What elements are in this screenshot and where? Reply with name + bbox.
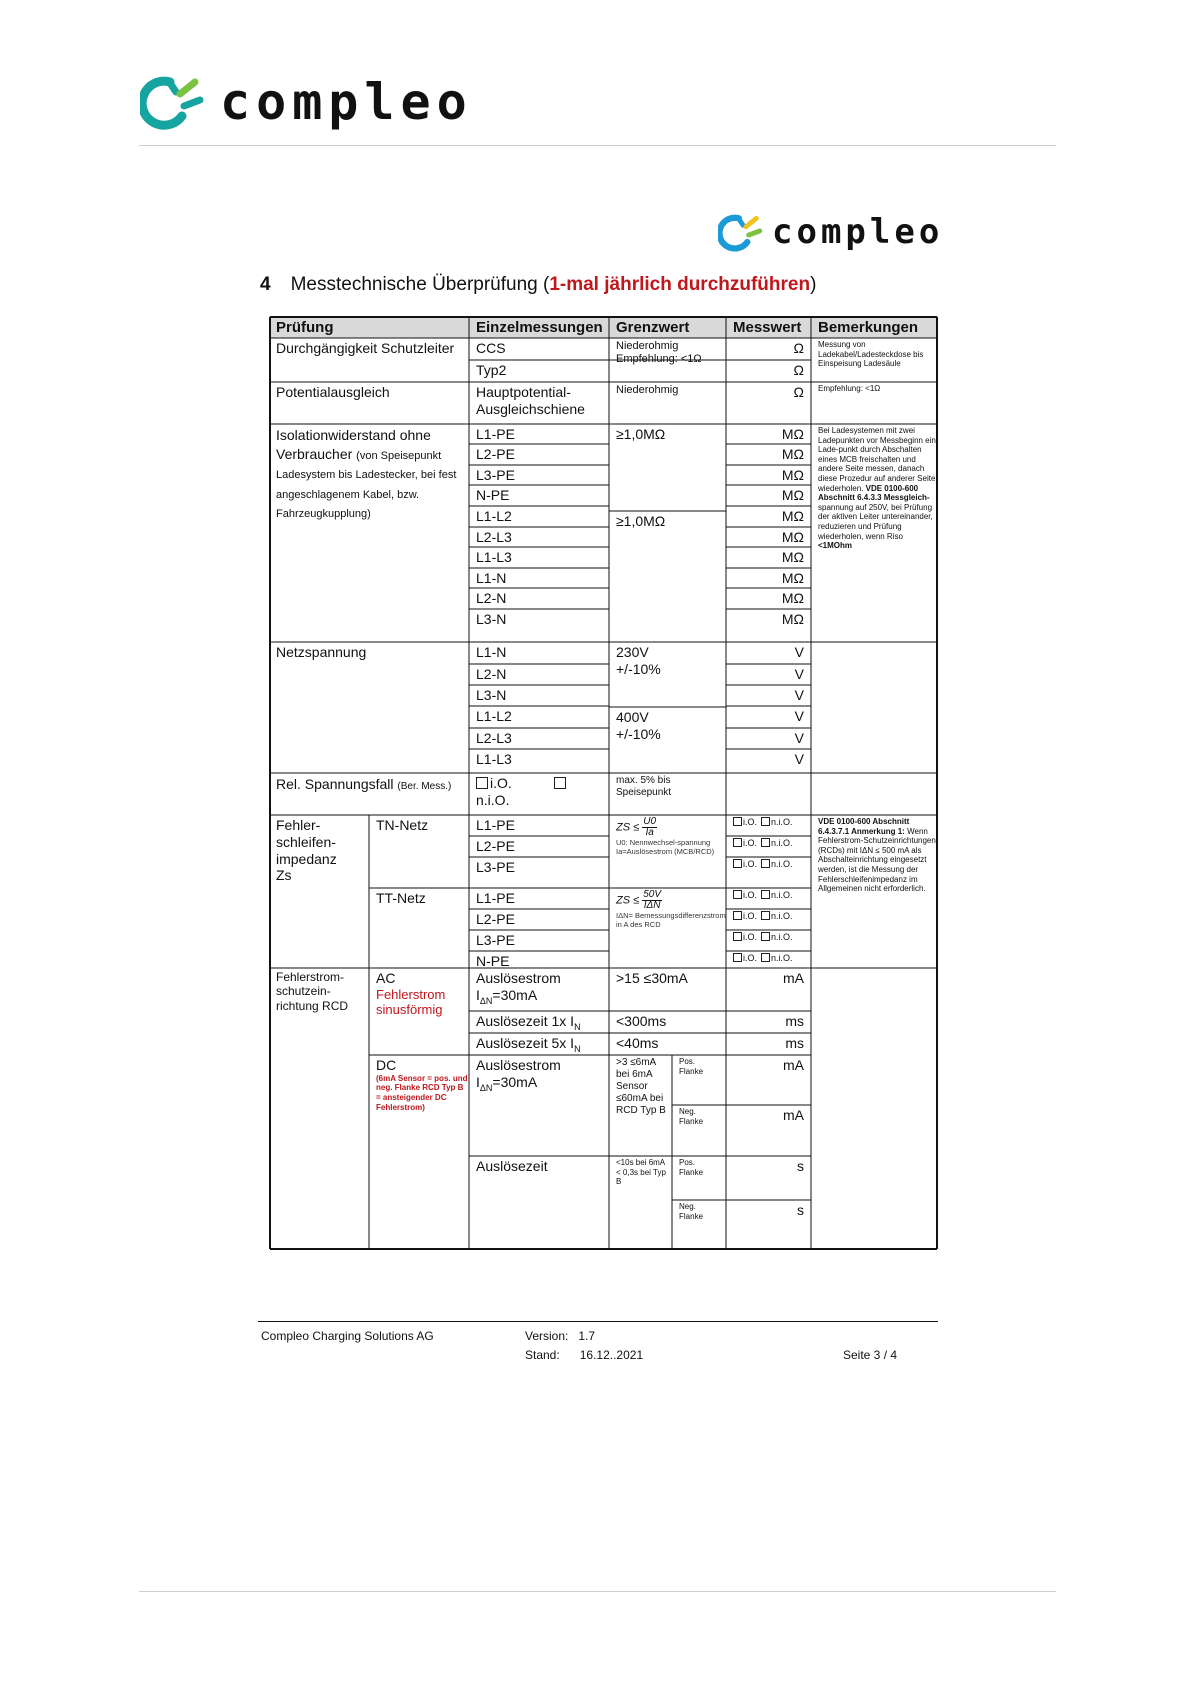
netz-row-l2-n: L2-N — [476, 666, 507, 682]
remark-iso-end: <1MOhm — [818, 541, 853, 551]
footer-version-value: 1.7 — [578, 1329, 596, 1343]
footer-version: Version: 1.7 — [525, 1329, 596, 1343]
formula-tn: ZS ≤ $\frac{U0}{Ia}$ — [616, 816, 657, 838]
checkbox-io[interactable]: i.O. — [733, 932, 757, 942]
checkbox-nio[interactable]: n.i.O. — [761, 838, 793, 848]
iso-row-l1-l3: L1-L3 — [476, 549, 512, 565]
iso-row-l2-n: L2-N — [476, 590, 507, 606]
pruefung-potentialausgleich: Potentialausgleich — [276, 384, 390, 400]
tt-row-l1-pe: L1-PE — [476, 890, 515, 906]
loop-check-4 — [726, 888, 811, 908]
iso-paren: (von Speisepunkt — [356, 450, 442, 463]
grenzwert-netz-1: 230V +/-10% — [616, 644, 661, 677]
iso-mess-l2-pe[interactable]: MΩ — [781, 446, 804, 462]
checkbox-io[interactable]: i.O. — [733, 953, 757, 963]
remark-durchgaengigkeit: Messung von Ladekabel/Ladesteckdose bis Einspeisung Ladesäule — [818, 340, 924, 369]
rcd-dc-note: (6mA Sensor = pos. und neg. Flanke RCD Typ B = ansteigender DC Fehlerstrom) — [376, 1073, 468, 1112]
einzel-spannungsfall — [469, 773, 609, 815]
checkbox-nio[interactable]: n.i.O. — [761, 932, 793, 942]
fraction-tn: $\frac{U0}{Ia}$ — [643, 816, 657, 838]
fraction-tt: $\frac{50V}{\text{IΔN}}$ — [643, 889, 662, 911]
tn-row-l1-pe: L1-PE — [476, 817, 515, 833]
rcd-ac-zeit1: Auslösezeit 1x $I_N$ — [476, 1013, 581, 1032]
iso-row-l1-n: L1-N — [476, 570, 507, 586]
checkbox-nio[interactable]: n.i.O. — [761, 911, 793, 921]
messwert-typ2[interactable]: Ω — [793, 362, 804, 378]
compleo-logo-icon — [140, 70, 206, 136]
remark-iso-bold: VDE 0100-600 Abschnitt 6.4.3.3 Messgleich- — [818, 483, 930, 503]
pruefung-fehlerschleife: Fehler- schleifen- impedanz Zs — [276, 817, 337, 884]
checkbox-io[interactable]: i.O. — [476, 775, 512, 791]
loop-check-2 — [726, 836, 811, 856]
iso-mess-n-pe[interactable]: MΩ — [781, 487, 804, 503]
grenzwert-tn — [609, 815, 726, 888]
checkbox-io[interactable]: i.O. — [733, 890, 757, 900]
einzel-typ2: Typ2 — [476, 362, 507, 378]
rcd-ac-zeit5-grenz: <40ms — [616, 1035, 659, 1051]
rcd-dc-zeit-grenz: <10s bei 6mA < 0,3s bei Typ B — [616, 1158, 666, 1187]
iso-rest: Ladesystem bis Ladestecker, bei fest angeschlagenem Kabel, bzw. Fahrzeugkupplung) — [276, 469, 457, 520]
rcd-dc — [369, 1055, 469, 1250]
rcd-dc-strom-mess-pos[interactable]: mA — [783, 1057, 804, 1073]
footer-rule — [258, 1321, 938, 1322]
netz-mess-l1-l3[interactable]: V — [794, 751, 804, 767]
netz-tt: TT-Netz — [376, 890, 426, 906]
einzel-hauptpotential: Hauptpotential-Ausgleichschiene — [476, 384, 585, 417]
rcd-ac — [369, 968, 469, 1055]
rcd-ac-zeit1-mess[interactable]: ms — [785, 1013, 804, 1029]
header-divider — [139, 145, 1056, 146]
netz-row-l1-l3: L1-L3 — [476, 751, 512, 767]
remark-iso — [811, 424, 938, 642]
netz-row-l1-n: L1-N — [476, 644, 507, 660]
messwert-pot[interactable]: Ω — [793, 384, 804, 400]
column-header-messwert: Messwert — [733, 319, 802, 336]
section-heading — [260, 274, 816, 296]
rcd-ac-strom: Auslösestrom $I_{\Delta N}=30mA$ — [476, 970, 561, 1006]
rcd-ac-strom-grenz: >15 ≤30mA — [616, 970, 688, 986]
iso-row-l2-l3: L2-L3 — [476, 529, 512, 545]
section-title: Messtechnische Überprüfung ( — [290, 274, 550, 295]
fall-main: Rel. Spannungsfall — [276, 776, 398, 792]
netz-tn: TN-Netz — [376, 817, 429, 833]
footer-stand-value: 16.12..2021 — [579, 1348, 644, 1362]
remark-loop-text: Wenn Fehlerstrom-Schutzeinrichtungen (RCDs) mit IΔN ≤ 500 mA als Abschalteinrichtung eingesetzt werden, ist die Messung der Fehlerschleifenimpedanz im Allgemeinen nicht erforderlich. — [818, 826, 936, 894]
checkbox-nio-box[interactable] — [554, 777, 566, 789]
remark-iso-text2: spannung auf 250V, bei Prüfung der aktiven Leiter untereinander, reduzieren und Prüfung wiederholen, wenn Riso — [818, 502, 933, 541]
netz-mess-l1-l2[interactable]: V — [794, 708, 804, 724]
loop-check-3 — [726, 857, 811, 877]
checkbox-nio[interactable]: n.i.O. — [761, 890, 793, 900]
iso-mess-l1-pe[interactable]: MΩ — [781, 426, 804, 442]
rcd-ac-zeit1-grenz: <300ms — [616, 1013, 667, 1029]
netz-mess-l2-l3[interactable]: V — [794, 730, 804, 746]
grenzwert-iso-1: ≥1,0MΩ — [616, 426, 666, 442]
iso-row-l3-n: L3-N — [476, 611, 507, 627]
rcd-dc-zeit-neg: Neg. Flanke — [679, 1202, 704, 1221]
column-header-bemerkungen: Bemerkungen — [818, 319, 919, 336]
rcd-ac-zeit5: Auslösezeit 5x $I_N$ — [476, 1035, 581, 1054]
iso-row-l1-pe: L1-PE — [476, 426, 515, 442]
rcd-dc-zeit-pos: Pos. Flanke — [679, 1158, 704, 1177]
pruefung-netzspannung: Netzspannung — [276, 644, 367, 660]
rcd-dc-zeit: Auslösezeit — [476, 1158, 548, 1174]
grenzwert-niederohmig: Niederohmig Empfehlung: <1Ω — [616, 340, 702, 366]
measurement-table — [269, 316, 938, 1250]
document-logo — [718, 208, 944, 258]
iso-mess-l2-l3[interactable]: MΩ — [781, 529, 804, 545]
footer-page: Seite 3 / 4 — [843, 1348, 898, 1362]
grenzwert-pot: Niederohmig — [616, 384, 679, 396]
column-header-pruefung: Prüfung — [276, 319, 334, 336]
rcd-dc-strom-mess-neg[interactable]: mA — [783, 1107, 804, 1123]
messwert-ccs[interactable]: Ω — [793, 340, 804, 356]
netz-row-l3-n: L3-N — [476, 687, 507, 703]
remark-pot: Empfehlung: <1Ω — [818, 384, 881, 393]
fall-small: (Ber. Mess.) — [397, 781, 452, 792]
iso-row-l2-pe: L2-PE — [476, 446, 515, 462]
iso-mess-l3-pe[interactable]: MΩ — [781, 467, 804, 483]
checkbox-io[interactable]: i.O. — [733, 859, 757, 869]
netz-mess-l3-n[interactable]: V — [794, 687, 804, 703]
remark-iso-text: Bei Ladesystemen mit zwei Ladepunkten vor Messbeginn ein Lade-punkt durch Abschalten eines MCB freischalten und andere Seite messen, danach diese Prozedur auf anderer Seite wiederholen. — [818, 426, 936, 493]
tn-row-l3-pe: L3-PE — [476, 859, 515, 875]
remark-loop-bold: VDE 0100-600 Abschnitt 6.4.3.7.1 Anmerkung 1: — [818, 817, 910, 836]
grenzwert-iso-2: ≥1,0MΩ — [616, 513, 666, 529]
rcd-dc-strom-pos: Pos. Flanke — [679, 1057, 704, 1076]
loop-check-1 — [726, 815, 811, 835]
rcd-ac-label: AC — [376, 970, 396, 986]
pruefung-isolation — [269, 424, 469, 642]
column-header-einzelmessungen: Einzelmessungen — [476, 319, 603, 336]
iso-mess-l1-l2[interactable]: MΩ — [781, 508, 804, 524]
loop-check-5 — [726, 909, 811, 929]
pruefung-spannungsfall — [269, 773, 469, 815]
loop-check-6 — [726, 930, 811, 950]
footer-divider — [139, 1591, 1056, 1592]
checkbox-io[interactable]: i.O. — [733, 817, 757, 827]
note-tt: IΔN= Bemessungsdifferenzstrom in A des RCD — [616, 911, 726, 929]
compleo-logo-icon — [718, 210, 764, 256]
rcd-dc-label: DC — [376, 1057, 397, 1073]
netz-mess-l1-n[interactable]: V — [794, 644, 804, 660]
section-title-red: 1-mal jährlich durchzuführen — [549, 274, 811, 295]
tt-row-l3-pe: L3-PE — [476, 932, 515, 948]
checkbox-io[interactable]: i.O. — [733, 911, 757, 921]
checkbox-nio[interactable]: n.i.O. — [761, 859, 793, 869]
footer-company: Compleo Charging Solutions AG — [261, 1329, 434, 1343]
formula-tt: ZS ≤ $\frac{50V}{\text{IΔN}}$ — [616, 889, 662, 911]
checkbox-nio[interactable]: n.i.O. — [761, 817, 793, 827]
loop-check-7 — [726, 951, 811, 971]
rcd-ac-strom-mess[interactable]: mA — [783, 970, 804, 986]
iso-mess-l1-n[interactable]: MΩ — [781, 570, 804, 586]
netz-row-l1-l2: L1-L2 — [476, 708, 512, 724]
netz-mess-l2-n[interactable]: V — [794, 666, 804, 682]
iso-row-l3-pe: L3-PE — [476, 467, 515, 483]
grenzwert-spannungsfall: max. 5% bis Speisepunkt — [616, 775, 672, 798]
grenzwert-tt — [609, 888, 726, 968]
rcd-dc-strom: Auslösestrom $I_{\Delta N}=30mA$ — [476, 1057, 561, 1093]
section-number: 4 — [260, 274, 271, 295]
checkbox-io[interactable]: i.O. — [733, 838, 757, 848]
section-title-close: ) — [810, 274, 817, 295]
rcd-dc-zeit-mess-pos[interactable]: s — [797, 1158, 804, 1174]
iso-main: Isolationwiderstand ohne Verbraucher — [276, 427, 431, 463]
tn-row-l2-pe: L2-PE — [476, 838, 515, 854]
brand-name: compleo — [220, 73, 473, 131]
document-brand-name: compleo — [772, 212, 944, 252]
rcd-dc-strom-neg: Neg. Flanke — [679, 1107, 704, 1126]
column-header-grenzwert: Grenzwert — [616, 319, 690, 336]
pruefung-durchgaengigkeit: Durchgängigkeit Schutzleiter — [276, 340, 455, 356]
iso-row-n-pe: N-PE — [476, 487, 510, 503]
tt-row-n-pe: N-PE — [476, 953, 510, 968]
pruefung-rcd: Fehlerstrom- schutzein- richtung RCD — [276, 970, 349, 1013]
checkbox-nio-label: n.i.O. — [476, 791, 510, 808]
rcd-ac-zeit5-mess[interactable]: ms — [785, 1035, 804, 1051]
remark-fehlerschleife — [811, 815, 938, 968]
note-tn: U0: Nennwechsel-spannung Ia=Auslösestrom (MCB/RCD) — [616, 838, 715, 856]
iso-row-l1-l2: L1-L2 — [476, 508, 512, 524]
tt-row-l2-pe: L2-PE — [476, 911, 515, 927]
iso-mess-l2-n[interactable]: MΩ — [781, 590, 804, 606]
einzel-ccs: CCS — [476, 340, 506, 356]
netz-row-l2-l3: L2-L3 — [476, 730, 512, 746]
grenzwert-netz-2: 400V +/-10% — [616, 709, 661, 742]
footer-stand: Stand: 16.12..2021 — [525, 1348, 644, 1362]
iso-mess-l1-l3[interactable]: MΩ — [781, 549, 804, 565]
rcd-dc-zeit-mess-neg[interactable]: s — [797, 1202, 804, 1218]
checkbox-nio[interactable]: n.i.O. — [761, 953, 793, 963]
iso-mess-l3-n[interactable]: MΩ — [781, 611, 804, 627]
page-header — [140, 66, 473, 138]
rcd-ac-red: Fehlerstrom sinusförmig — [376, 986, 446, 1018]
rcd-dc-strom-grenz: >3 ≤6mA bei 6mA Sensor ≤60mA bei RCD Typ B — [616, 1057, 666, 1116]
